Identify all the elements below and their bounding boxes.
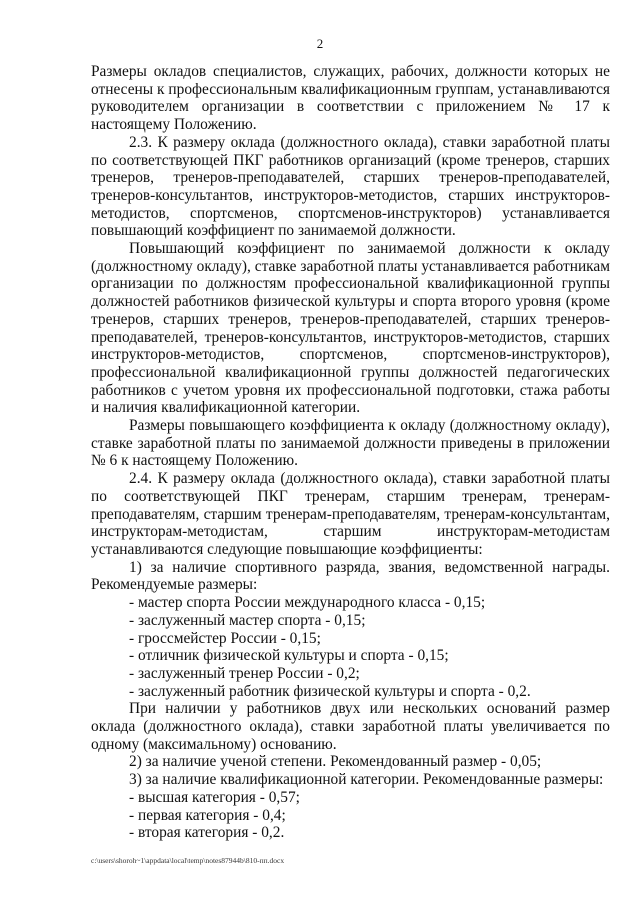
page-number: 2 <box>316 36 324 51</box>
list-item: - отличник физической культуры и спорта - 0,15; <box>129 647 449 665</box>
paragraph: Повышающий коэффициент по занимаемой должности к окладу (должностному окладу), ставке заработной платы устанавливается работникам организации по должностям профессиональной квалификационной группы должностей работников физической культуры и спорта второго уровня (кроме тренеров, старших тренеров, тренеров-преподавателей, старших тренеров-преподавателей, тренеров-консультантов, инструкторов-методистов, старших инструкторов-методистов, спортсменов, спортсменов-инструкторов), профессиональной квалификационной группы должностей педагогических работников с учетом уровня их профессиональной подготовки, стажа работы и наличия квалификационной категории. <box>91 240 610 417</box>
list-item: - первая категория - 0,4; <box>129 806 286 824</box>
document-body <box>91 63 610 842</box>
list-item: - мастер спорта России международного класса - 0,15; <box>129 594 486 612</box>
list-item: - заслуженный тренер России - 0,2; <box>129 664 360 682</box>
paragraph: 2.4. К размеру оклада (должностного оклада), ставки заработной платы по соответствующей ПКГ тренерам, старшим тренерам, тренерам-преподавателям, старшим тренерам-преподавателям, тренерам-консультантам, инструкторам-методистам, старшим инструкторам-методистам устанавливаются следующие повышающие коэффициенты: <box>91 470 610 558</box>
list-item: - заслуженный мастер спорта - 0,15; <box>129 611 366 629</box>
paragraph: 2.3. К размеру оклада (должностного оклада), ставки заработной платы по соответствующей ПКГ работников организаций (кроме тренеров, старших тренеров, тренеров-преподавателей, старших тренеров-преподавателей, тренеров-консультантов, инструкторов-методистов, старших инструкторов-методистов, спортсменов, спортсменов-инструкторов) устанавливается повышающий коэффициент по занимаемой должности. <box>91 133 610 240</box>
list-item: 3) за наличие квалификационной категории. Рекомендованные размеры: <box>129 771 604 789</box>
paragraph: При наличии у работников двух или нескольких оснований размер оклада (должностного оклада), ставки заработной платы увеличивается по одному (максимальному) основанию. <box>91 700 610 753</box>
footer-file-path: c:\users\shoroh~1\appdata\local\temp\notes87944b\810-пп.docx <box>91 856 285 865</box>
list-item: - вторая категория - 0,2. <box>129 824 285 842</box>
list-item: - гроссмейстер России - 0,15; <box>129 629 321 647</box>
list-item: - заслуженный работник физической культуры и спорта - 0,2. <box>129 682 531 700</box>
list-item: 2) за наличие ученой степени. Рекомендованный размер - 0,05; <box>129 753 542 771</box>
list-item: - высшая категория - 0,57; <box>129 788 300 806</box>
paragraph: Размеры окладов специалистов, служащих, рабочих, должности которых не отнесены к профессиональным квалификационным группам, устанавливаются руководителем организации в соответствии с приложением № 17 к настоящему Положению. <box>91 63 610 134</box>
paragraph: Размеры повышающего коэффициента к окладу (должностному окладу), ставке заработной платы по занимаемой должности приведены в приложении № 6 к настоящему Положению. <box>91 417 610 470</box>
paragraph: 1) за наличие спортивного разряда, звания, ведомственной награды. Рекомендуемые размеры: <box>91 558 610 594</box>
